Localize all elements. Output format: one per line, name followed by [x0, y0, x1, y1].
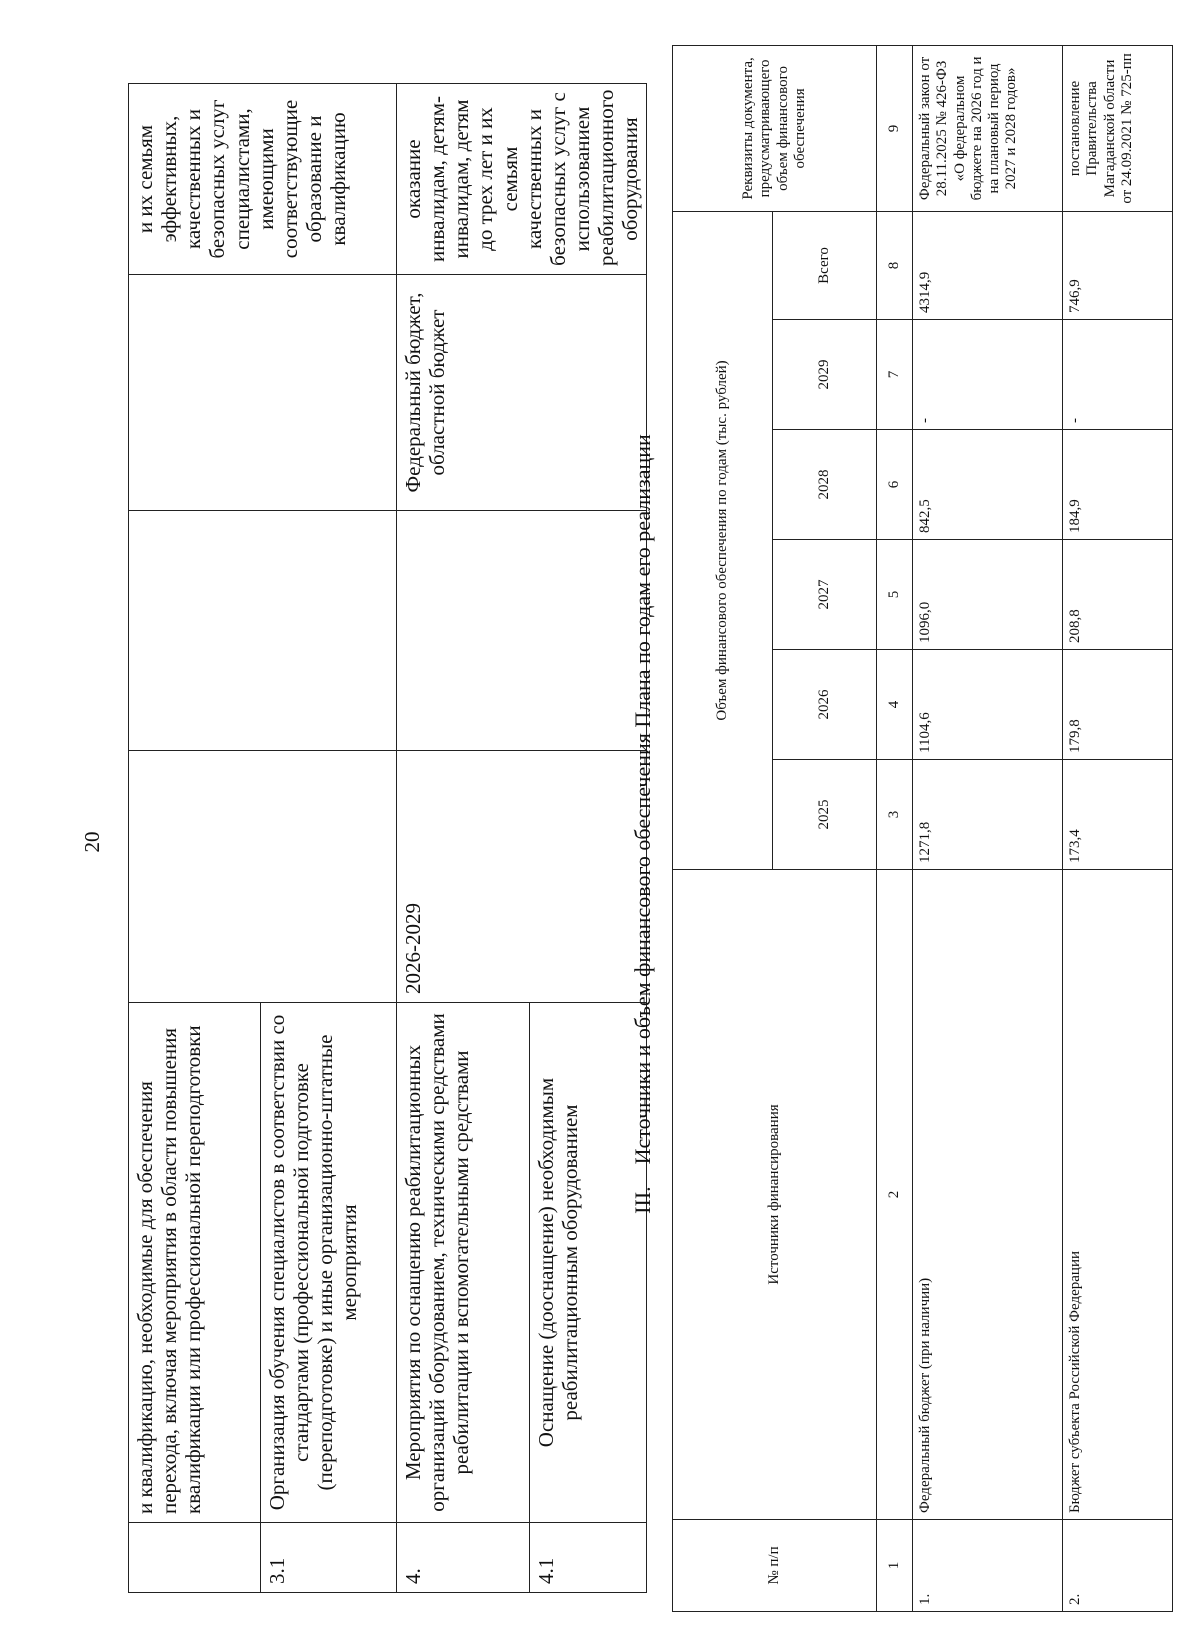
header-year: 2029 [773, 320, 877, 430]
page-number: 20 [80, 831, 104, 853]
column-number: 4 [877, 650, 913, 760]
section-title: Источники и объем финансового обеспечения Плана по годам его реализации [630, 434, 655, 1165]
column-number: 2 [877, 870, 913, 1520]
executor-cell [397, 511, 647, 751]
column-number: 1 [877, 1520, 913, 1612]
section-number: III. [630, 1186, 655, 1214]
requisites-cell: Федеральный закон от 28.11.2025 № 426-ФЗ «О федеральном бюджете на 2026 год и на плановый период 2027 и 2028 годов» [913, 45, 1063, 211]
row-number [129, 1523, 261, 1593]
total-cell: 746,9 [1063, 211, 1173, 319]
period-cell: 2026-2029 [397, 751, 647, 1003]
column-number: 6 [877, 430, 913, 540]
section-heading [630, 0, 656, 1648]
value-cell: 208,8 [1063, 540, 1173, 650]
table-row [1063, 45, 1173, 1611]
value-cell: - [913, 320, 1063, 430]
event-text: Организация обучения специалистов в соответствии со стандартами (профессиональной подготовке (переподготовке) и иные организационно-штатные мероприятия [261, 1003, 397, 1523]
header-volume: Объем финансового обеспечения по годам (тыс. рублей) [673, 211, 773, 869]
header-source: Источники финансирования [673, 870, 877, 1520]
row-number: 4.1 [529, 1523, 646, 1593]
row-number: 2. [1063, 1520, 1173, 1612]
event-text: Мероприятия по оснащению реабилитационных организаций оборудованием, техническими средствами реабилитации и вспомогательными средствами [397, 1003, 530, 1523]
column-number: 7 [877, 320, 913, 430]
finance-table [672, 45, 1173, 1612]
value-cell: - [1063, 320, 1173, 430]
header-total: Всего [773, 211, 877, 319]
column-number: 3 [877, 760, 913, 870]
source-name: Федеральный бюджет (при наличии) [913, 870, 1063, 1520]
row-number: 1. [913, 1520, 1063, 1612]
header-year: 2027 [773, 540, 877, 650]
result-cell: оказание инвалидам, детям-инвалидам, детям до трех лет и их семьям качественных и безопасных услуг с использованием реабилитационного оборудования [397, 84, 647, 275]
column-number: 9 [877, 45, 913, 211]
result-cell: и их семьям эффективных, качественных и безопасных услуг специалистами, имеющими соответствующие образование и квалификацию [129, 84, 397, 275]
header-year: 2026 [773, 650, 877, 760]
value-cell: 173,4 [1063, 760, 1173, 870]
header-row [673, 45, 773, 1611]
source-cell: Федеральный бюджет, областной бюджет [397, 275, 647, 511]
column-number-row [877, 45, 913, 1611]
header-num: № п/п [673, 1520, 877, 1612]
value-cell: 179,8 [1063, 650, 1173, 760]
source-name: Бюджет субъекта Российской Федерации [1063, 870, 1173, 1520]
value-cell: 842,5 [913, 430, 1063, 540]
value-cell: 1271,8 [913, 760, 1063, 870]
executor-cell [129, 511, 397, 751]
row-number: 3.1 [261, 1523, 397, 1593]
row-number: 4. [397, 1523, 530, 1593]
events-table [128, 83, 647, 1593]
header-year: 2025 [773, 760, 877, 870]
header-year: 2028 [773, 430, 877, 540]
value-cell: 1096,0 [913, 540, 1063, 650]
table-row [913, 45, 1063, 1611]
value-cell: 184,9 [1063, 430, 1173, 540]
source-cell [129, 275, 397, 511]
table-row [129, 84, 261, 1593]
table-row [397, 84, 530, 1593]
column-number: 5 [877, 540, 913, 650]
value-cell: 1104,6 [913, 650, 1063, 760]
period-cell [129, 751, 397, 1003]
column-number: 8 [877, 211, 913, 319]
event-text: Оснащение (дооснащение) необходимым реабилитационным оборудованием [529, 1003, 646, 1523]
event-text: и квалификацию, необходимые для обеспечения перехода, включая мероприятия в области повышения квалификации или профессиональной переподготовки [129, 1003, 261, 1523]
total-cell: 4314,9 [913, 211, 1063, 319]
requisites-cell: постановление Правительства Магаданской области от 24.09.2021 № 725-пп [1063, 45, 1173, 211]
header-requisites: Реквизиты документа, предусматривающего объем финансового обеспечения [673, 45, 877, 211]
